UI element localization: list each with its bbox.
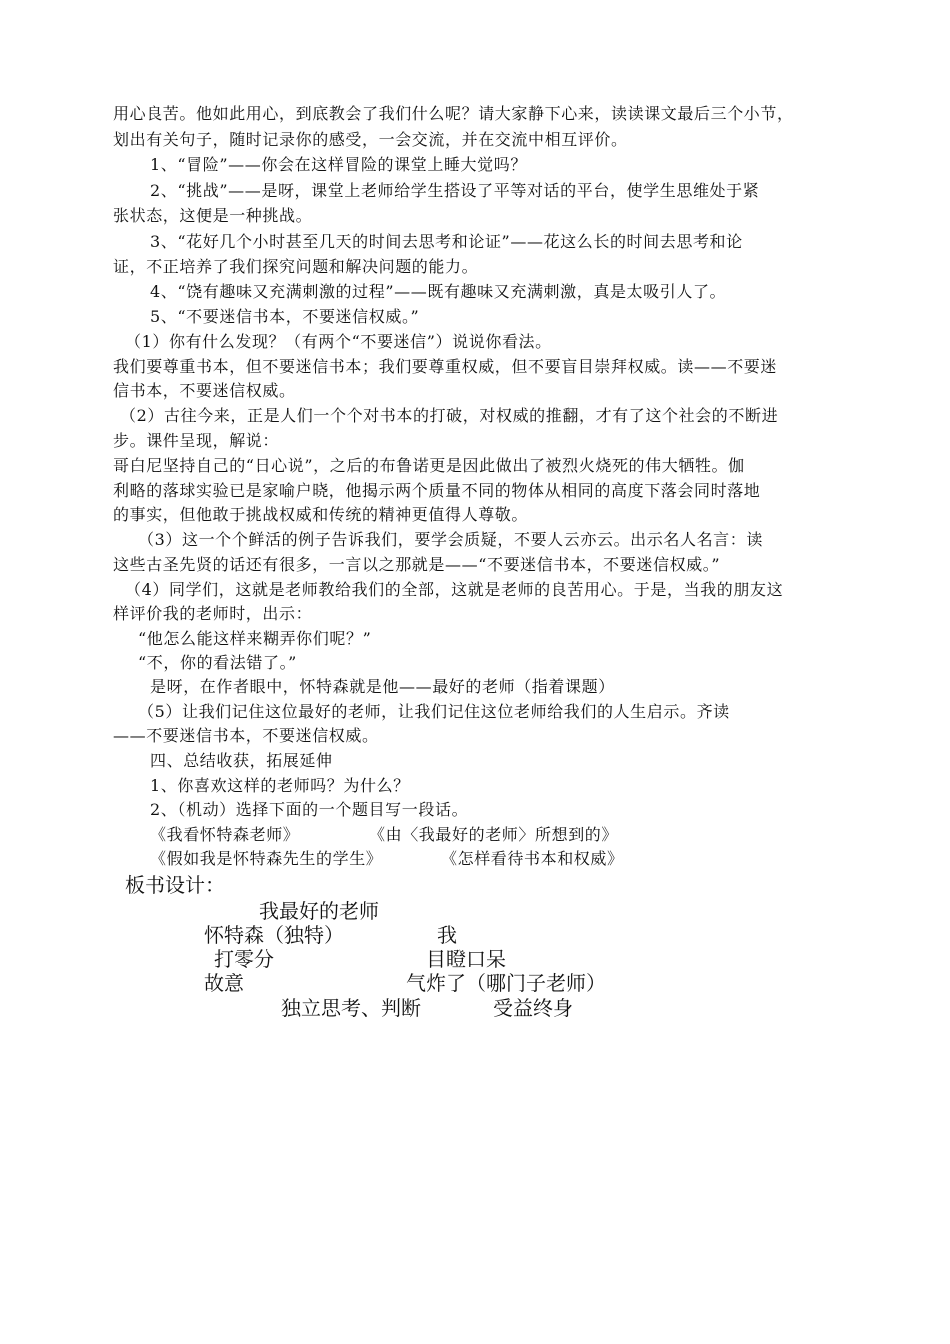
text-line: ——不要迷信书本，不要迷信权威。 [113, 726, 379, 745]
section-heading: 四、总结收获，拓展延伸 [150, 751, 333, 770]
board-left-item: 独立思考、判断 [281, 996, 421, 1020]
text-line: （3）这一个个鲜活的例子告诉我们，要学会质疑，不要人云亦云。出示名人名言：读 [138, 530, 763, 549]
text-line: 5、“不要迷信书本，不要迷信权威。” [150, 307, 420, 326]
board-heading: 板书设计： [125, 873, 225, 897]
text-line: 证，不正培养了我们探究问题和解决问题的能力。 [113, 257, 479, 276]
essay-topic: 《怎样看待书本和权威》 [441, 849, 624, 868]
text-line: 3、“花好几个小时甚至几天的时间去思考和论证”——花这么长的时间去思考和论 [150, 232, 743, 251]
text-line: 样评价我的老师时，出示： [113, 604, 313, 623]
text-line: 1、你喜欢这样的老师吗？为什么？ [150, 776, 410, 795]
text-line: 是呀，在作者眼中，怀特森就是他——最好的老师（指着课题） [150, 677, 615, 696]
board-right-item: 气炸了（哪门子老师） [406, 971, 606, 995]
text-line: 1、“冒险”——你会在这样冒险的课堂上睡大觉吗？ [150, 155, 527, 174]
text-line: 这些古圣先贤的话还有很多，一言以之那就是——“不要迷信书本，不要迷信权威。” [113, 555, 721, 574]
text-line: （4）同学们，这就是老师教给我们的全部，这就是老师的良苦用心。于是，当我的朋友这 [125, 580, 784, 599]
text-line: 我们要尊重书本，但不要迷信书本；我们要尊重权威，但不要盲目崇拜权威。读——不要迷 [113, 357, 778, 376]
text-line: （2）古往今来，正是人们一个个对书本的打破，对权威的推翻，才有了这个社会的不断进 [120, 406, 779, 425]
text-line: 步。课件呈现，解说： [113, 431, 280, 450]
board-right-item: 目瞪口呆 [426, 947, 506, 971]
text-line: 的事实，但他敢于挑战权威和传统的精神更值得人尊敬。 [113, 505, 529, 524]
board-right-item: 受益终身 [493, 996, 573, 1020]
text-line: 张状态，这便是一种挑战。 [113, 206, 313, 225]
board-left-item: 故意 [204, 971, 244, 995]
board-right-item: 我 [437, 923, 457, 947]
board-left-item: 打零分 [214, 947, 274, 971]
text-line: （5）让我们记住这位最好的老师，让我们记住这位老师给我们的人生启示。齐读 [138, 702, 730, 721]
text-line: 2、“挑战”——是呀，课堂上老师给学生搭设了平等对话的平台，使学生思维处于紧 [150, 181, 760, 200]
text-line: “他怎么能这样来糊弄你们呢？” [138, 629, 372, 648]
essay-topic: 《我看怀特森老师》 [150, 825, 300, 844]
essay-topic: 《假如我是怀特森先生的学生》 [150, 849, 383, 868]
text-line: （1）你有什么发现？（有两个“不要迷信”）说说你看法。 [125, 332, 552, 351]
board-left-item: 怀特森（独特） [204, 923, 344, 947]
text-line: 信书本，不要迷信权威。 [113, 381, 296, 400]
text-line: 划出有关句子，随时记录你的感受，一会交流，并在交流中相互评价。 [113, 130, 628, 149]
text-line: 哥白尼坚持自己的“日心说”，之后的布鲁诺更是因此做出了被烈火烧死的伟大牺牲。伽 [113, 456, 745, 475]
text-line: 利略的落球实验已是家喻户晓，他揭示两个质量不同的物体从相同的高度下落会同时落地 [113, 481, 761, 500]
board-title: 我最好的老师 [259, 899, 379, 923]
text-line: 4、“饶有趣味又充满刺激的过程”——既有趣味又充满刺激，真是太吸引人了。 [150, 282, 727, 301]
text-line: “不，你的看法错了。” [138, 653, 297, 672]
text-line: 2、（机动）选择下面的一个题目写一段话。 [150, 800, 469, 819]
essay-topic: 《由〈我最好的老师〉所想到的》 [369, 825, 619, 844]
text-line: 用心良苦。他如此用心，到底教会了我们什么呢？请大家静下心来，读读课文最后三个小节， [113, 104, 794, 123]
